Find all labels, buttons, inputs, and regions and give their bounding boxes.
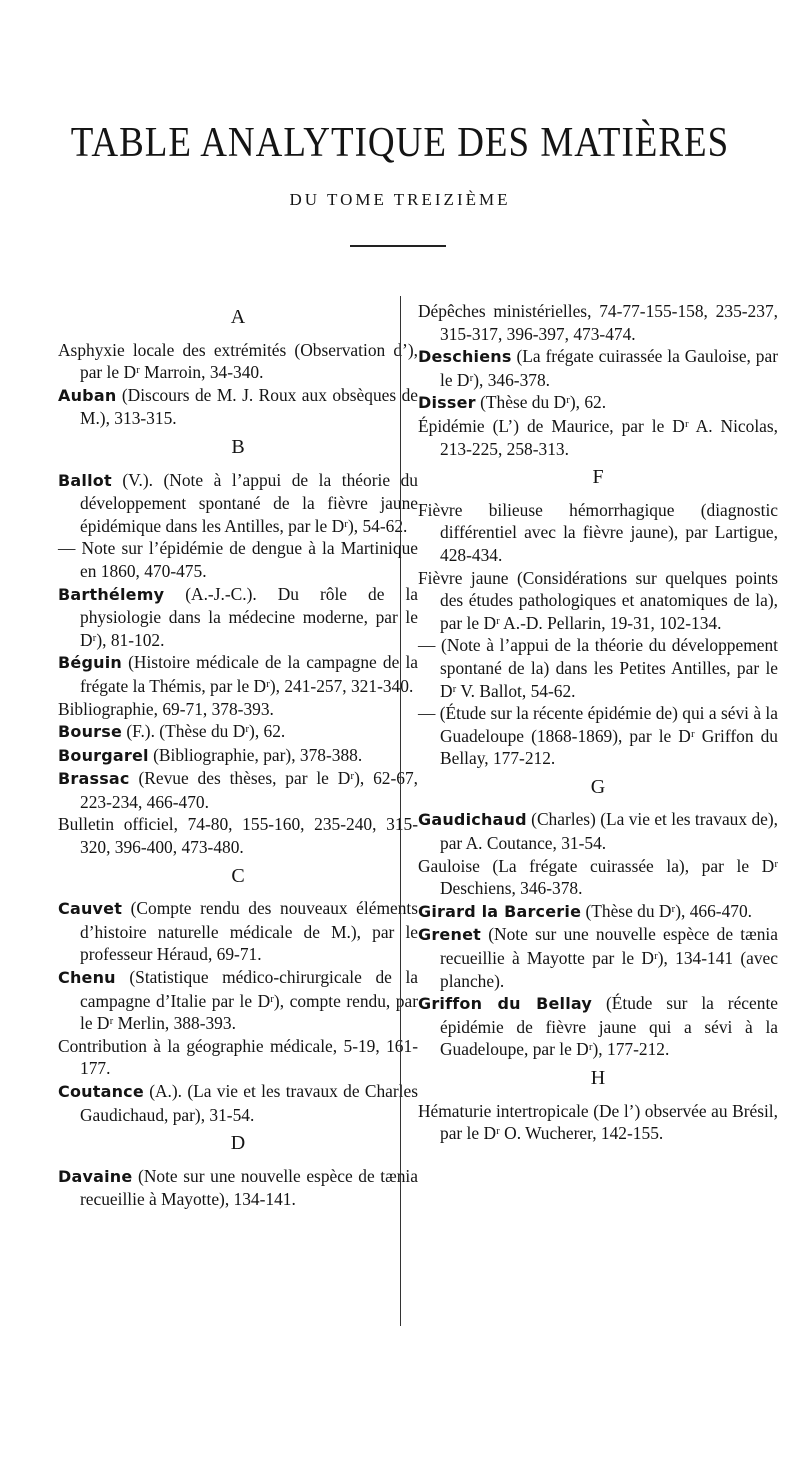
entry-text: — Note sur l’épidémie de dengue à la Martinique en 1860, 470-475. [58,538,418,581]
section-letter: H [590,1067,606,1089]
index-entry [418,345,778,391]
index-entry [418,415,778,460]
index-entry [58,767,418,813]
section-letter: F [592,466,604,489]
entry-text: (Thèse du Dʳ), 466-470. [581,900,753,921]
entry-heading: Girard la Barcerie [418,901,582,921]
entry-text: (Charles) (La vie et les travaux de), par A. Coutance, 31-54. [440,809,778,854]
entry-text: Contribution à la géographie médicale, 5-19, 161-177. [58,1035,418,1079]
entry-text: (Note sur une nouvelle espèce de tænia recueillie à Mayotte), 134-141. [80,1165,418,1210]
entry-text: Asphyxie locale des extrémités (Observation d’), par le Dʳ Marroin, 34-340. [58,339,418,383]
entry-text: (Note sur une nouvelle espèce de tænia recueillie à Mayotte par le Dʳ), 134-141 (avec planche). [440,924,778,991]
index-entry [418,300,778,345]
index-entry [58,698,418,721]
entry-text: (V.). (Note à l’appui de la théorie du développement spontané de la fièvre jaune épidémique dans les Antilles, par le Dʳ), 54-62. [80,469,418,536]
page-subtitle: DU TOME TREIZIÈME [289,190,511,209]
entry-heading: Griffon du Bellay [418,994,593,1014]
entry-text: (F.). (Thèse du Dʳ), 62. [122,721,286,742]
entry-text: (La frégate cuirassée la Gauloise, par le Dʳ), 346-378. [440,346,778,390]
index-entry [58,339,418,384]
entry-text: Épidémie (L’) de Maurice, par le Dʳ A. Nicolas, 213-225, 258-313. [418,415,778,459]
index-entry [418,567,778,635]
entry-text: Gauloise (La frégate cuirassée la), par le Dʳ Deschiens, 346-378. [418,855,778,899]
entry-heading: Grenet [418,925,481,945]
section-letter: G [590,775,606,798]
entry-text: (Compte rendu des nouveaux éléments d’histoire naturelle médicale de M.), par le professeur Héraud, 69-71. [80,898,418,965]
title-rule [350,245,446,247]
entry-text: Bibliographie, 69-71, 378-393. [58,698,274,719]
section-letter: A [230,306,246,328]
right-column [418,300,778,1145]
index-entry [418,992,778,1061]
index-entry [418,855,778,900]
entry-heading: Barthélemy [58,584,165,604]
index-entry [58,384,418,430]
entry-text: Hématurie intertropicale (De l’) observée au Brésil, par le Dʳ O. Wucherer, 142-155. [418,1100,778,1144]
entry-text: (Histoire médicale de la campagne de la frégate la Thémis, par le Dʳ), 241-257, 321-340. [80,652,418,696]
entry-text: (Bibliographie, par), 378-388. [148,744,363,765]
entry-heading: Auban [58,385,117,405]
entry-heading: Ballot [58,470,112,490]
index-entry [58,813,418,858]
index-entry [418,391,778,415]
index-entry [58,897,418,966]
entry-text: (Revue des thèses, par le Dʳ), 62-67, 223-234, 466-470. [80,768,418,812]
index-entry [418,900,778,924]
entry-text: Dépêches ministérielles, 74-77-155-158, 235-237, 315-317, 396-397, 473-474. [418,301,778,344]
entry-text: — (Étude sur la récente épidémie de) qui a sévi à la Guadeloupe (1868-1869), par le Dʳ Griffon du Bellay, 177-212. [418,703,778,769]
entry-text: (Étude sur la récente épidémie de fièvre jaune qui a sévi à la Guadeloupe, par le Dʳ), 177-212. [440,993,778,1060]
entry-text: Bulletin officiel, 74-80, 155-160, 235-240, 315-320, 396-400, 473-480. [58,814,418,858]
entry-heading: Cauvet [58,899,123,919]
column-divider [400,296,401,1326]
entry-heading: Chenu [58,968,116,988]
index-entry [58,966,418,1035]
index-entry [58,744,418,768]
entry-text: Fièvre bilieuse hémorrhagique (diagnostic différentiel avec la fièvre jaune), par Lartigue, 428-434. [418,499,778,565]
section-letter: D [230,1132,246,1155]
entry-text: — (Note à l’appui de la théorie du développement spontané de la) dans les Petites Antilles, par le Dʳ V. Ballot, 54-62. [418,635,778,701]
index-entry [58,469,418,538]
entry-text: (Discours de M. J. Roux aux obsèques de M.), 313-315. [80,384,418,429]
index-entry [58,720,418,744]
entry-heading: Coutance [58,1082,144,1101]
entry-heading: Gaudichaud [418,810,527,830]
entry-heading: Béguin [58,653,122,673]
entry-text: Fièvre jaune (Considérations sur quelques points des études pathologiques et anatomiques de la), par le Dʳ A.-D. Pellarin, 19-31, 102-134. [418,567,778,633]
entry-heading: Deschiens [418,347,512,367]
index-entry [58,537,418,582]
index-entry [418,634,778,702]
entry-heading: Bourgarel [58,745,149,765]
index-entry [58,1165,418,1211]
index-entry [58,1080,418,1126]
left-column [58,300,418,1211]
index-entry [418,702,778,770]
index-entry [418,1100,778,1145]
index-entry [418,499,778,567]
index-entry [58,583,418,652]
entry-text: (Thèse du Dʳ), 62. [475,392,607,413]
entry-heading: Disser [418,393,476,413]
entry-heading: Bourse [58,722,123,742]
entry-text: (A.-J.-C.). Du rôle de la physiologie dans la médecine moderne, par le Dʳ), 81-102. [80,583,418,650]
index-entry [58,651,418,697]
section-letter: C [231,864,245,887]
entry-heading: Davaine [58,1166,133,1186]
entry-text: (Statistique médico-chirurgicale de la campagne d’Italie par le Dʳ), compte rendu, par le Dʳ Merlin, 388-393. [80,967,418,1034]
section-letter: B [231,435,245,458]
entry-heading: Brassac [58,769,130,789]
index-entry [418,808,778,854]
page-title: TABLE ANALYTIQUE DES MATIÈRES [70,119,730,167]
entry-text: (A.). (La vie et les travaux de Charles Gaudichaud, par), 31-54. [80,1081,418,1125]
index-entry [418,923,778,992]
index-entry [58,1035,418,1080]
